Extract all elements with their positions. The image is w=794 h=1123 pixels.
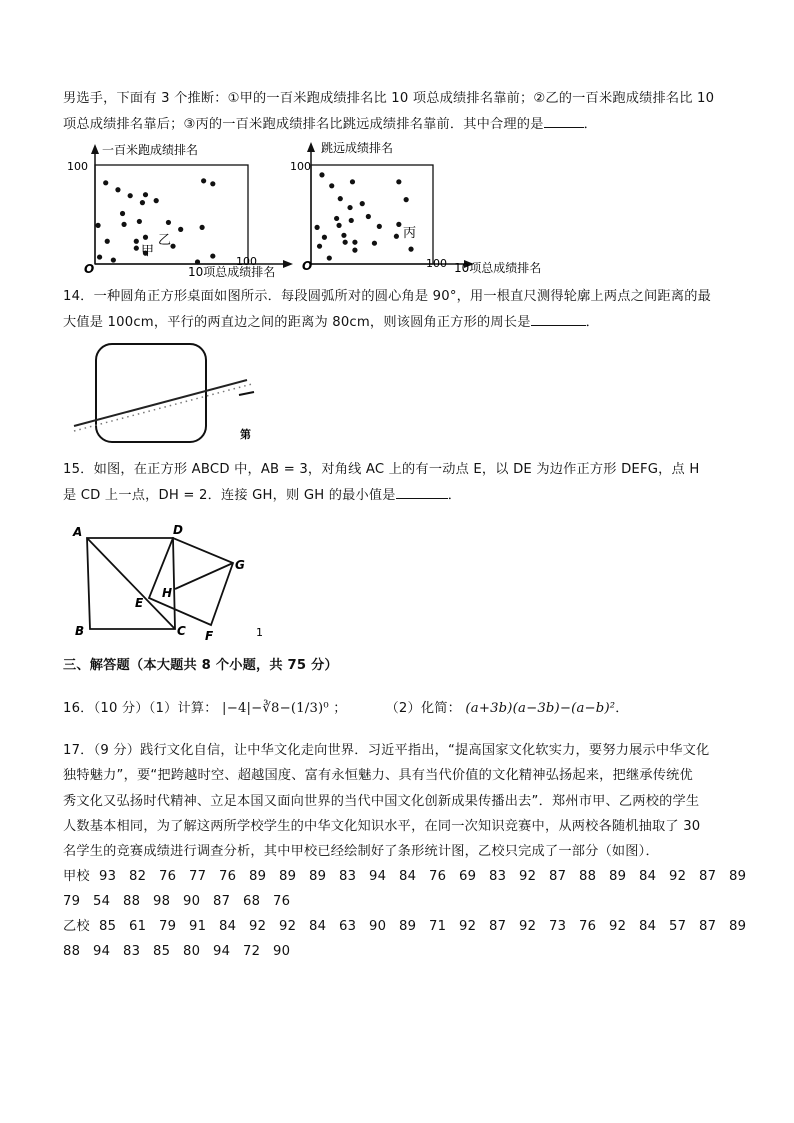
- q15-answer-blank[interactable]: [396, 484, 448, 499]
- scatter-point: [396, 179, 401, 184]
- q14-line1: 14．一种圆角正方形桌面如图所示．每段圆弧所对的圆心角是 90°，用一根直尺测得轮廓上两点之间距离的最: [63, 289, 711, 304]
- x-tick-100: 100: [236, 255, 257, 268]
- score-value: 85: [99, 919, 117, 934]
- score-value: 94: [213, 944, 231, 959]
- score-value: 87: [699, 869, 717, 884]
- q17-line1: 17．（9 分）践行文化自信，让中华文化走向世界．习近平指出，“提高国家文化软实力，要努力展示中华文化: [63, 743, 710, 758]
- score-value: 84: [309, 919, 327, 934]
- label-h: H: [162, 586, 173, 600]
- scatter-point: [105, 239, 110, 244]
- score-value: 79: [63, 894, 81, 909]
- score-value: 91: [189, 919, 207, 934]
- scatter-point: [143, 192, 148, 197]
- q14-line2: [63, 311, 599, 333]
- q13-line2-text: 项总成绩排名靠后；③丙的一百米跑成绩排名比跳远成绩排名靠前．其中合理的是: [63, 117, 544, 132]
- scatter-point: [178, 227, 183, 232]
- score-value: 63: [339, 919, 357, 934]
- scatter-point: [341, 233, 346, 238]
- school-a-scores-row1: [63, 867, 747, 887]
- diagonal-ac: [87, 538, 175, 629]
- score-value: 69: [459, 869, 477, 884]
- scatter-point: [134, 246, 139, 251]
- label-c: C: [177, 624, 186, 638]
- score-value: 89: [729, 919, 747, 934]
- scatter-point: [210, 181, 215, 186]
- q14-line2-text: 大值是 100cm，平行的两直边之间的距离为 80cm，则该圆角正方形的周长是: [63, 315, 531, 330]
- score-value: 98: [153, 894, 171, 909]
- q14-answer-blank[interactable]: [531, 311, 586, 326]
- rounded-square-table: [96, 344, 206, 442]
- scatter-point: [143, 235, 148, 240]
- scatter-point: [396, 222, 401, 227]
- scatter-point: [201, 178, 206, 183]
- x-axis-label: 10项总成绩排名: [188, 265, 276, 278]
- score-value: 90: [183, 894, 201, 909]
- scatter-point: [404, 197, 409, 202]
- scatter-point: [137, 219, 142, 224]
- scatter-point: [372, 241, 377, 246]
- square-abcd-figure: [65, 515, 285, 645]
- scatter-point: [134, 239, 139, 244]
- label-a: A: [73, 525, 83, 539]
- y-axis-arrow-icon: [91, 144, 99, 154]
- scatter-point: [154, 198, 159, 203]
- scatter-point: [121, 222, 126, 227]
- score-value: 92: [669, 869, 687, 884]
- origin-label: O: [84, 262, 95, 276]
- scatter-point: [210, 253, 215, 258]
- q16-end: ．: [615, 701, 629, 716]
- section-3-title: 三、解答题（本大题共 8 个小题，共 75 分）: [63, 658, 338, 673]
- scatter-point: [95, 223, 100, 228]
- ruler-edge: [74, 380, 247, 426]
- x-tick-100: 100: [426, 257, 447, 270]
- score-value: 92: [459, 919, 477, 934]
- q17-line3: 秀文化又弘扬时代精神、立足本国又面向世界的当代中国文化创新成果传播出去”．郑州市甲、乙两校的学生: [63, 794, 700, 809]
- q16-prefix: 16．（10 分）（1）计算：: [63, 701, 218, 716]
- y-axis-label: 跳远成绩排名: [321, 141, 394, 155]
- scatter-points: [315, 172, 417, 260]
- scatter-point: [111, 257, 116, 262]
- score-value: 83: [123, 944, 141, 959]
- scatter-point: [195, 259, 200, 264]
- score-value: 71: [429, 919, 447, 934]
- score-value: 61: [129, 919, 147, 934]
- school-a-scores-row2: [63, 892, 291, 912]
- y-axis-label: 一百米跑成绩排名: [102, 143, 199, 157]
- scatter-point: [329, 183, 334, 188]
- scatter-points: [95, 178, 215, 264]
- scatter-point: [317, 244, 322, 249]
- scatter-point: [128, 193, 133, 198]
- scatter-point: [166, 220, 171, 225]
- label-d: D: [173, 523, 183, 537]
- score-value: 89: [309, 869, 327, 884]
- q17-line2: 独特魅力”，要“把跨越时空、超越国度、富有永恒魅力、具有当代价值的文化精神弘扬起来，把继承传统优: [63, 768, 693, 783]
- scatter-chart-100m-svg: [62, 140, 302, 278]
- score-value: 90: [273, 944, 291, 959]
- score-value: 92: [519, 869, 537, 884]
- scatter-point: [360, 201, 365, 206]
- scatter-chart-100m: [62, 140, 302, 278]
- score-value: 76: [579, 919, 597, 934]
- score-value: 92: [279, 919, 297, 934]
- score-value: 76: [273, 894, 291, 909]
- score-value: 88: [123, 894, 141, 909]
- rounded-square-figure: [62, 338, 282, 444]
- score-value: 90: [369, 919, 387, 934]
- scatter-point: [315, 225, 320, 230]
- score-value: 54: [93, 894, 111, 909]
- q13-line2-end: ．: [583, 117, 597, 132]
- scatter-point: [170, 244, 175, 249]
- q15-line2: [63, 484, 461, 506]
- score-value: 87: [489, 919, 507, 934]
- q16-line: [63, 699, 629, 719]
- scatter-point: [349, 218, 354, 223]
- score-value: 87: [213, 894, 231, 909]
- scatter-chart-longjump-svg: [290, 140, 580, 278]
- q16-expression-2: (a+3b)(a−3b)−(a−b)²: [465, 701, 616, 716]
- score-value: 94: [369, 869, 387, 884]
- score-value: 89: [279, 869, 297, 884]
- scatter-point: [377, 224, 382, 229]
- label-e: E: [135, 596, 144, 610]
- score-value: 79: [159, 919, 177, 934]
- score-value: 89: [249, 869, 267, 884]
- score-value: 84: [219, 919, 237, 934]
- scatter-point: [343, 240, 348, 245]
- score-value: 87: [549, 869, 567, 884]
- stray-mark: 1: [256, 626, 263, 639]
- score-value: 88: [63, 944, 81, 959]
- scatter-point: [140, 200, 145, 205]
- score-value: 73: [549, 919, 567, 934]
- score-value: 83: [339, 869, 357, 884]
- label-b: B: [75, 624, 85, 638]
- origin-label: O: [302, 259, 313, 273]
- q14-line2-end: ．: [585, 315, 599, 330]
- x-axis-label: 10项总成绩排名: [454, 261, 542, 275]
- score-value: 94: [93, 944, 111, 959]
- score-value: 89: [399, 919, 417, 934]
- score-value: 92: [609, 919, 627, 934]
- q13-line2: [63, 113, 597, 135]
- scatter-point: [200, 225, 205, 230]
- y-axis-arrow-icon: [307, 142, 315, 152]
- score-value: 92: [519, 919, 537, 934]
- stray-mark: [239, 392, 254, 395]
- scatter-point: [352, 248, 357, 253]
- q13-line1: 男选手，下面有 3 个推断：①甲的一百米跑成绩排名比 10 项总成绩排名靠前；②乙的一百米跑成绩排名比 10: [63, 91, 715, 106]
- score-value: 68: [243, 894, 261, 909]
- score-value: 93: [99, 869, 117, 884]
- scatter-point: [394, 234, 399, 239]
- score-value: 88: [579, 869, 597, 884]
- scatter-point: [352, 240, 357, 245]
- figure-caption: 第: [240, 428, 251, 441]
- point-label-jia: 甲: [141, 244, 155, 259]
- score-value: 89: [729, 869, 747, 884]
- q16-part2-prefix: （2）化简：: [385, 701, 462, 716]
- q17-line5: 名学生的竞赛成绩进行调查分析，其中甲校已经绘制好了条形统计图，乙校只完成了一部分（如图）．: [63, 844, 659, 859]
- q13-answer-blank[interactable]: [544, 113, 584, 128]
- scatter-point: [103, 180, 108, 185]
- scatter-point: [327, 255, 332, 260]
- label-g: G: [235, 558, 245, 572]
- q15-line1: 15．如图，在正方形 ABCD 中，AB = 3，对角线 AC 上的有一动点 E，以 DE 为边作正方形 DEFG，点 H: [63, 462, 700, 477]
- q16-expression-1: |−4|−∛8−(1/3)⁰: [222, 701, 329, 716]
- score-value: 76: [159, 869, 177, 884]
- score-value: 57: [669, 919, 687, 934]
- school-a-label: 甲校: [63, 869, 90, 884]
- score-value: 83: [489, 869, 507, 884]
- score-value: 80: [183, 944, 201, 959]
- q15-line2-end: ．: [447, 488, 462, 503]
- point-label-bing: 丙: [403, 226, 417, 241]
- score-value: 76: [429, 869, 447, 884]
- scatter-point: [319, 172, 324, 177]
- scatter-point: [115, 187, 120, 192]
- scatter-point: [408, 247, 413, 252]
- scatter-point: [120, 211, 125, 216]
- scatter-point: [338, 196, 343, 201]
- school-b-scores-row1: [63, 917, 747, 937]
- label-f: F: [205, 629, 214, 643]
- scatter-point: [347, 205, 352, 210]
- score-value: 89: [609, 869, 627, 884]
- plot-frame: [95, 165, 248, 264]
- scatter-point: [322, 235, 327, 240]
- score-value: 87: [699, 919, 717, 934]
- scatter-point: [350, 179, 355, 184]
- y-tick-100: 100: [290, 160, 311, 173]
- score-value: 84: [639, 869, 657, 884]
- plot-frame: [311, 165, 433, 264]
- score-value: 77: [189, 869, 207, 884]
- score-value: 92: [249, 919, 267, 934]
- ruler-ticks: [74, 384, 252, 431]
- scatter-point: [336, 223, 341, 228]
- score-value: 85: [153, 944, 171, 959]
- q16-semicolon: ；: [333, 701, 347, 716]
- score-value: 84: [639, 919, 657, 934]
- score-value: 72: [243, 944, 261, 959]
- school-b-scores-row2: [63, 942, 291, 962]
- q15-line2-text: 是 CD 上一点，DH = 2．连接 GH，则 GH 的最小值是: [63, 488, 396, 503]
- scatter-point: [366, 214, 371, 219]
- scatter-chart-longjump: [290, 140, 580, 278]
- score-value: 84: [399, 869, 417, 884]
- scatter-point: [334, 216, 339, 221]
- scatter-point: [97, 254, 102, 259]
- q17-line4: 人数基本相同，为了解这两所学校学生的中华文化知识水平，在同一次知识竞赛中，从两校各随机抽取了 30: [63, 819, 701, 834]
- point-label-yi: 乙: [158, 233, 172, 248]
- y-tick-100: 100: [67, 160, 88, 173]
- score-value: 76: [219, 869, 237, 884]
- school-b-label: 乙校: [63, 919, 90, 934]
- score-value: 82: [129, 869, 147, 884]
